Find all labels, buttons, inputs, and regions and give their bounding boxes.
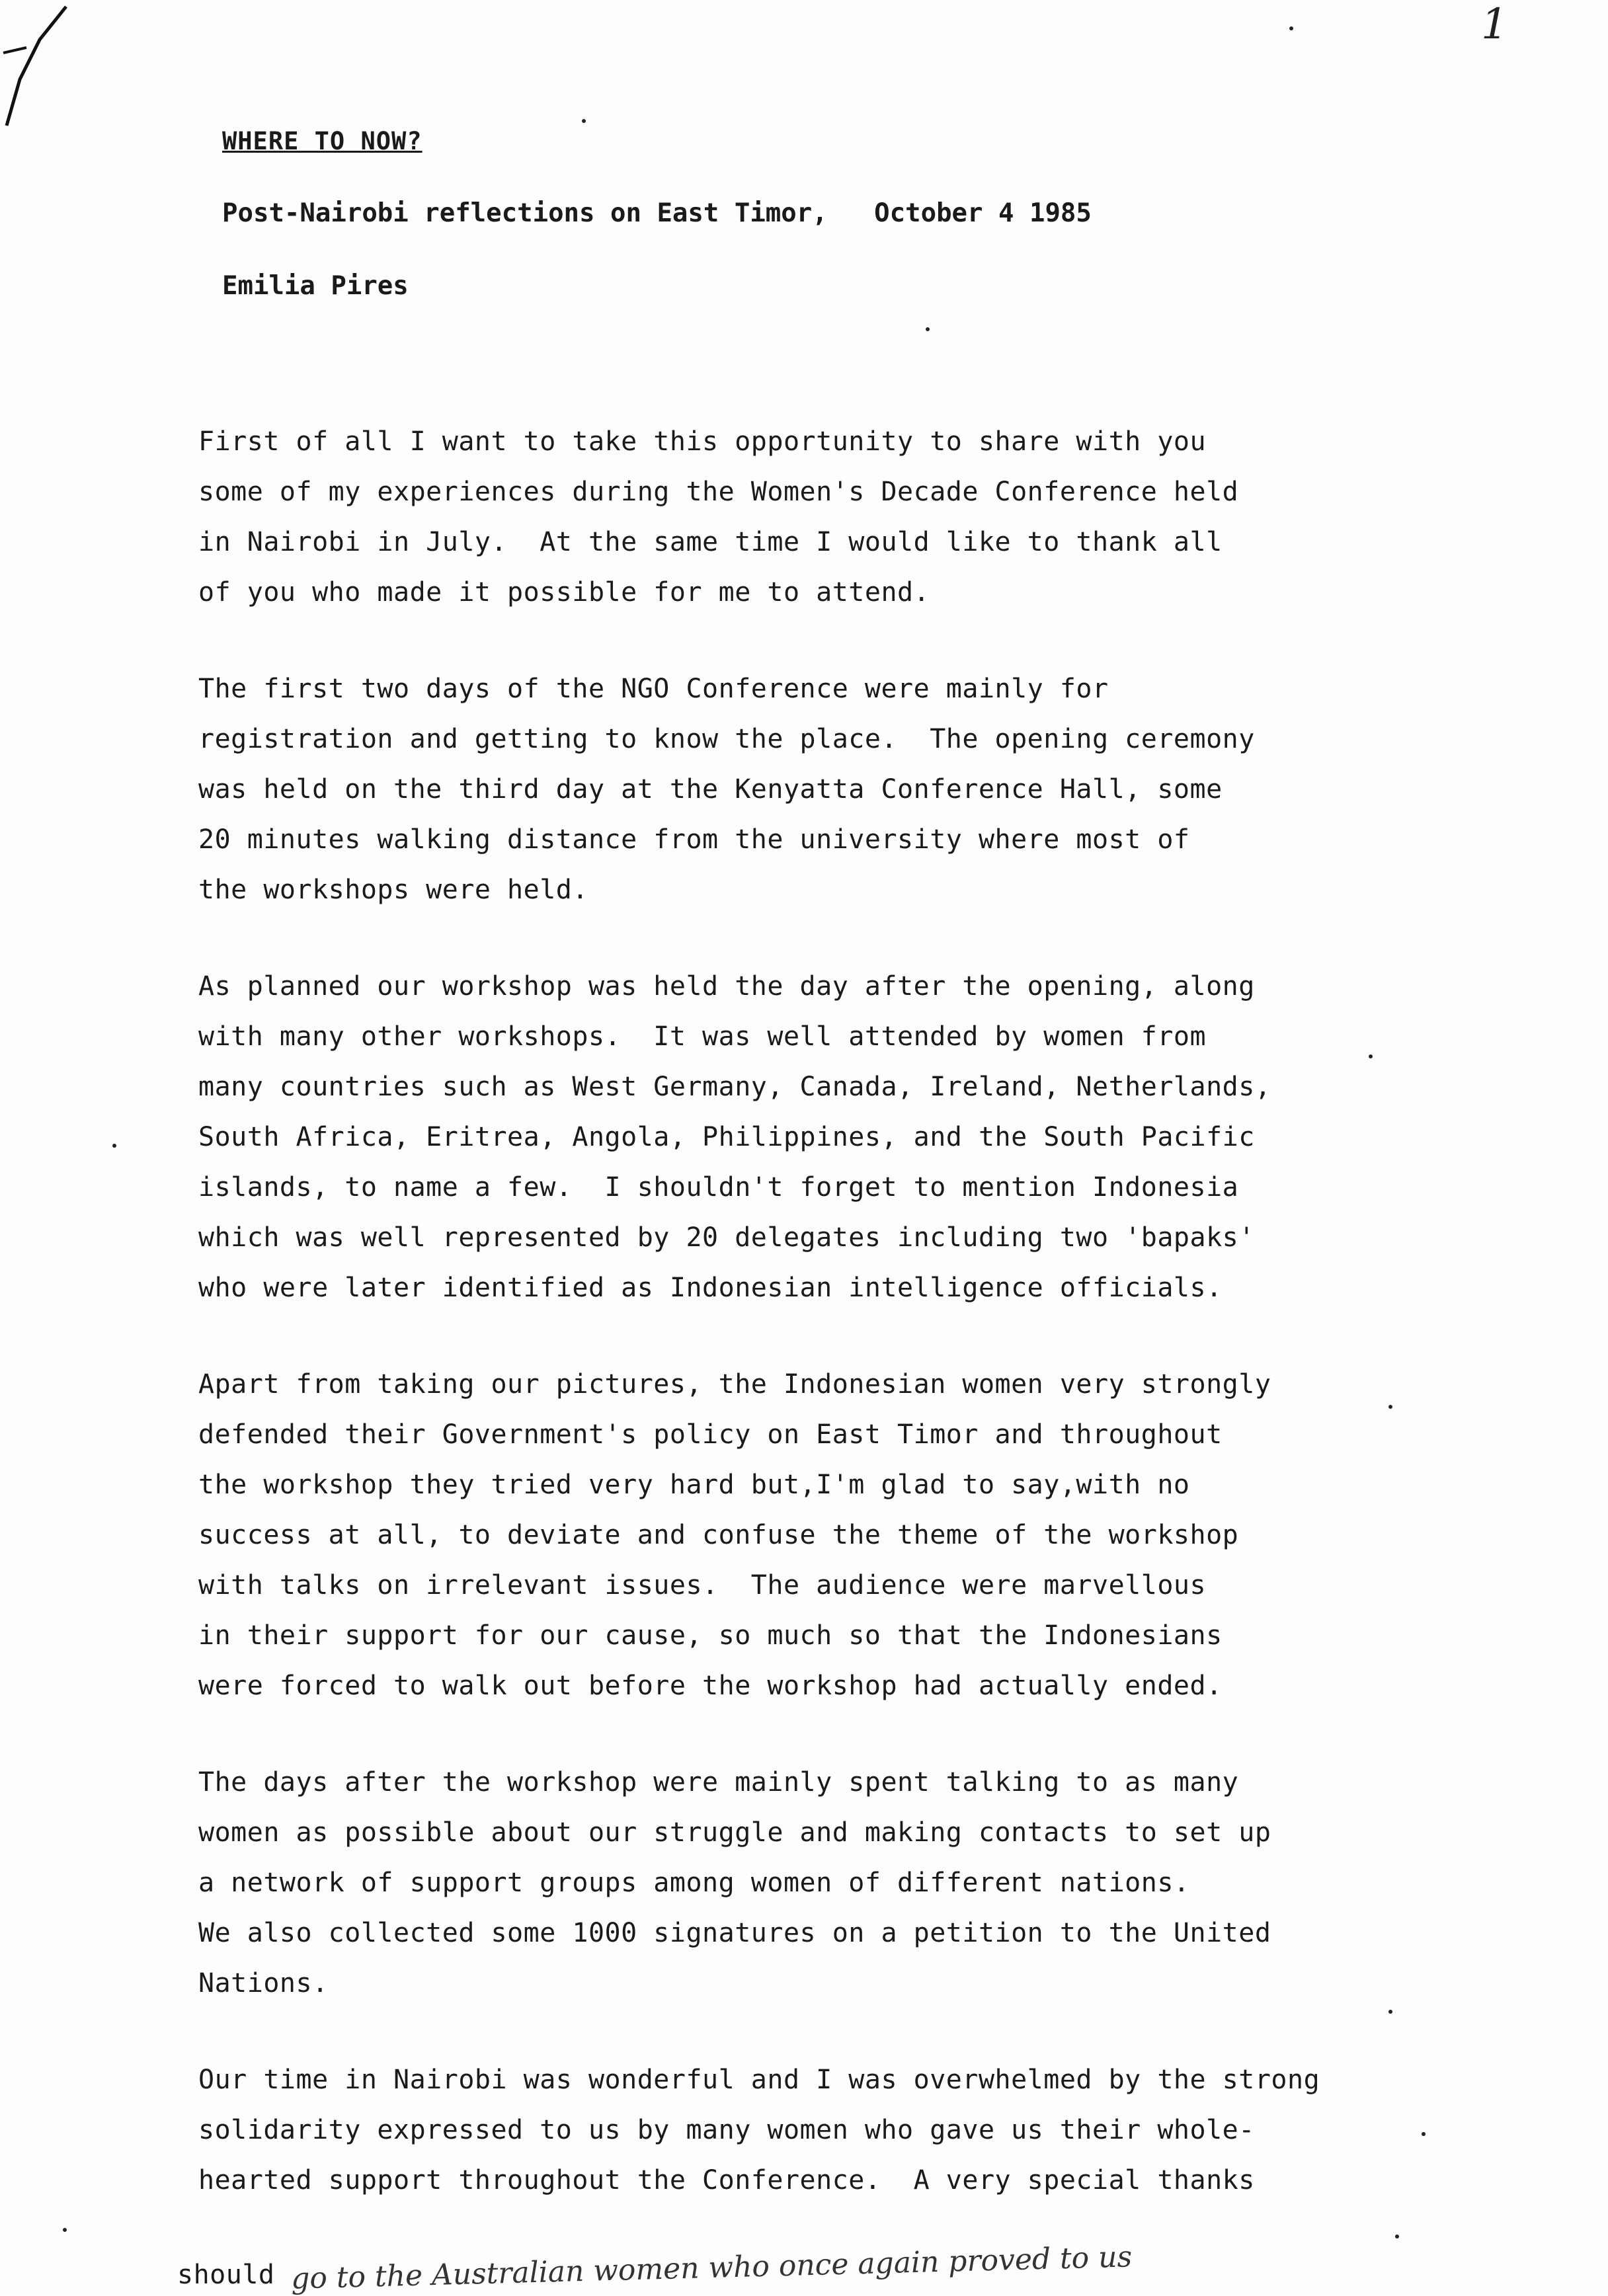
scan-speck [63, 2228, 67, 2232]
text-line: First of all I want to take this opportunity to share with you [198, 426, 1207, 457]
text-line: The first two days of the NGO Conference were mainly for [198, 674, 1109, 704]
document-title: WHERE TO NOW? [222, 127, 422, 155]
text-line: islands, to name a few. I shouldn't forget to mention Indonesia [198, 1172, 1239, 1203]
text-line: registration and getting to know the place. The opening ceremony [198, 724, 1255, 754]
text-line: of you who made it possible for me to attend. [198, 577, 930, 608]
document-header [222, 126, 1478, 303]
page-number: 1 [1481, 0, 1508, 49]
document-body [198, 416, 1388, 2252]
text-line: Apart from taking our pictures, the Indonesian women very strongly [198, 1369, 1271, 1400]
scan-speck [1388, 2010, 1392, 2014]
text-line: were forced to walk out before the workshop had actually ended. [198, 1671, 1223, 1701]
paragraph [198, 664, 1388, 915]
text-line: women as possible about our struggle and making contacts to set up [198, 1817, 1271, 1848]
paragraph [198, 416, 1388, 617]
paragraph [198, 2055, 1388, 2205]
text-line: As planned our workshop was held the day after the opening, along [198, 971, 1255, 1002]
text-line: with talks on irrelevant issues. The audience were marvellous [198, 1570, 1207, 1601]
scan-speck [1369, 1054, 1373, 1058]
document-author: Emilia Pires [222, 271, 409, 301]
scan-speck [1422, 2132, 1426, 2136]
text-line: some of my experiences during the Women's Decade Conference held [198, 477, 1239, 507]
paragraph [198, 1359, 1388, 1711]
handwritten-note: go to the Australian women who once again proved to us [290, 2240, 1133, 2296]
scan-speck [1289, 26, 1293, 30]
last-partial-line: should [177, 2260, 275, 2290]
paragraph [198, 961, 1388, 1313]
text-line: the workshops were held. [198, 875, 588, 905]
text-line: in Nairobi in July. At the same time I would like to thank all [198, 527, 1223, 557]
text-line: was held on the third day at the Kenyatta Conference Hall, some [198, 774, 1223, 805]
scan-speck [582, 119, 586, 123]
pen-stroke-mark [0, 0, 79, 132]
document-subtitle: Post-Nairobi reflections on East Timor, October 4 1985 [222, 198, 1092, 228]
text-line: Nations. [198, 1968, 329, 1999]
scan-speck [926, 327, 930, 331]
text-line: Our time in Nairobi was wonderful and I was overwhelmed by the strong [198, 2065, 1320, 2095]
scan-speck [1395, 2235, 1399, 2238]
paragraph [198, 1757, 1388, 2008]
text-line: with many other workshops. It was well attended by women from [198, 1021, 1207, 1052]
text-line: hearted support throughout the Conference. A very special thanks [198, 2165, 1255, 2196]
text-line: solidarity expressed to us by many women who gave us their whole- [198, 2115, 1255, 2145]
text-line: defended their Government's policy on East Timor and throughout [198, 1419, 1223, 1450]
text-line: many countries such as West Germany, Canada, Ireland, Netherlands, [198, 1072, 1271, 1102]
text-line: We also collected some 1000 signatures on a petition to the United [198, 1918, 1271, 1948]
text-line: who were later identified as Indonesian intelligence officials. [198, 1273, 1223, 1303]
text-line: success at all, to deviate and confuse the theme of the workshop [198, 1520, 1239, 1550]
text-line: which was well represented by 20 delegates including two 'bapaks' [198, 1222, 1255, 1253]
text-line: a network of support groups among women of different nations. [198, 1868, 1190, 1898]
scan-speck [112, 1144, 116, 1148]
text-line: the workshop they tried very hard but,I'm glad to say,with no [198, 1470, 1190, 1500]
scan-speck [1388, 1405, 1392, 1409]
text-line: South Africa, Eritrea, Angola, Philippines, and the South Pacific [198, 1122, 1255, 1152]
text-line: 20 minutes walking distance from the university where most of [198, 824, 1190, 855]
text-line: The days after the workshop were mainly spent talking to as many [198, 1767, 1239, 1798]
text-line: in their support for our cause, so much so that the Indonesians [198, 1620, 1223, 1651]
